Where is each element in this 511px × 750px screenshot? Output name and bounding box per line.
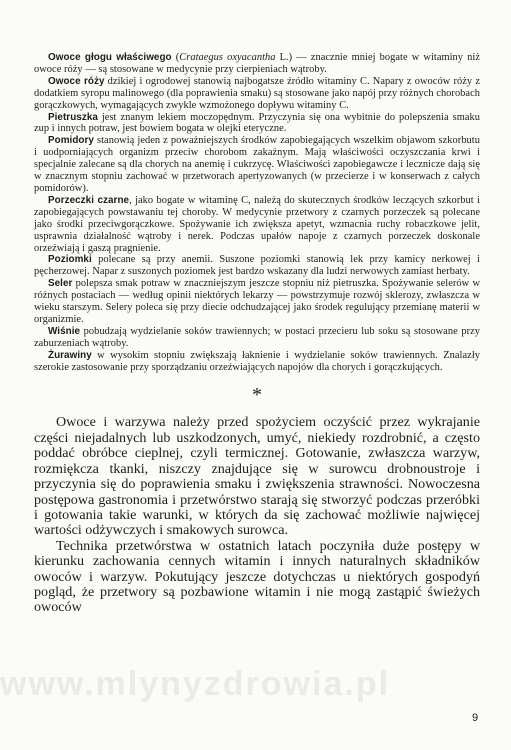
entry-text: polepsza smak potraw w znaczniejszym jeszcze stopniu niż pietruszka. Spożywanie selerów w różnych postaciach — według opinii niektórych lekarzy — powstrzymuje rozwój sklerozy, zwłaszcza w wieku starszym. Selery poleca się przy diecie odchudzającej jako środek regulujący przemianę materii w organizmie. xyxy=(34,278,480,325)
entry-latin-open: ( xyxy=(171,52,180,63)
watermark: www.mlynyzdrowia.pl xyxy=(0,665,391,703)
entry-parsley xyxy=(34,112,480,136)
entry-cranberries xyxy=(34,350,480,374)
entry-term: Żurawiny xyxy=(48,349,92,361)
entry-term: Owoce róży xyxy=(48,75,105,87)
entry-text: , jako bogate w witaminę C, należą do skutecznych środków leczących szkorbut i zapobiegających powstawaniu tej choroby. W medycynie przetwory z czarnych porzeczek są polecane jako środki przeciwgorączkowe. Spożywanie ich zwiększa apetyt, wzmacnia ruchy robaczkowe jelit, usprawnia działalność wątroby i nerek. Podczas upałów napoje z czarnych porzeczek doskonale orzeźwiają i gaszą pragnienie. xyxy=(34,194,480,254)
remedy-entries xyxy=(34,52,480,373)
entry-text: polecane są przy anemii. Suszone poziomki stanowią lek przy kamicy nerkowej i pęcherzowej. Napar z suszonych poziomek jest bardzo wskazany dla ludzi nerwowych zamiast herbaty. xyxy=(34,254,480,278)
entry-hawthorn xyxy=(34,52,480,76)
main-text xyxy=(34,415,480,615)
entry-rose-hips xyxy=(34,76,480,112)
entry-text: L.) — znacznie mniej bogate w witaminy niż owoce róży — są stosowane w medycynie przy cierpieniach wątroby. xyxy=(34,52,480,75)
entry-text: w wysokim stopniu zwiększają łaknienie i wydzielanie soków trawiennych. Znalazły szerokie zastosowanie przy sporządzaniu orzeźwiających napojów dla chorych i gorączkujących. xyxy=(34,349,480,373)
entry-term: Seler xyxy=(48,278,73,290)
entry-term: Porzeczki czarne xyxy=(48,194,130,206)
entry-term: Owoce głogu właściwego xyxy=(48,52,172,63)
page-content xyxy=(34,52,480,616)
section-separator: * xyxy=(252,384,262,407)
entry-tomatoes xyxy=(34,135,480,195)
entry-blackcurrants xyxy=(34,195,480,255)
entry-term: Poziomki xyxy=(48,254,92,266)
entry-term: Pietruszka xyxy=(48,111,98,123)
entry-latin-name: Crataegus oxyacantha xyxy=(179,52,276,63)
entry-text: stanowią jeden z poważniejszych środków zapobiegających wszelkim objawom szkorbutu i uodporniających organizm przeciw chorobom zakaźnym. Mają właściwości oczyszczania krwi i specjalnie zalecane są dla chorych na anemię i cukrzycę. Właściwości zapobiegawcze i lecznicze dają się w znacznym stopniu zachować w przetworach apertyzowanych (w przecierze i w konserwach z całych pomidorów). xyxy=(34,135,480,194)
entry-wild-strawberries xyxy=(34,254,480,278)
entry-text: jest znanym lekiem moczopędnym. Przyczynia się ona wybitnie do polepszenia smaku zup i innych potraw, jest bowiem bogata w olejki eteryczne. xyxy=(34,111,480,135)
entry-text: pobudzają wydzielanie soków trawiennych; w postaci przecieru lub soku są stosowane przy zaburzeniach wątroby. xyxy=(34,325,480,349)
paragraph: Technika przetwórstwa w ostatnich latach poczyniła duże postępy w kierunku zachowania cennych witamin i innych naturalnych składników owoców i warzyw. Pokutujący jeszcze dotychczas u niektórych gospodyń pogląd, że przetwory są pozbawione witamin i nie mogą zastąpić świeżych owoców xyxy=(34,537,480,616)
entry-term: Wiśnie xyxy=(48,325,81,337)
entry-celery xyxy=(34,278,480,326)
paragraph: Owoce i warzywa należy przed spożyciem oczyścić przez wykrajanie części niejadalnych lub uszkodzonych, umyć, niekiedy rozdrobnić, a często poddać obróbce cieplnej, czyli termicznej. Gotowanie, zwłaszcza warzyw, rozmiękcza tkanki, niszczy znajdujące się w surowcu drobnoustroje i przyczynia się do poprawienia smaku i zwiększenia strawności. Nowoczesna postępowa gastronomia i przetwórstwo starają się stworzyć podczas przeróbki i gotowania takie warunki, w których da się zachować możliwie najwięcej wartości odżywczych i smakowych surowca. xyxy=(34,414,480,539)
entry-text: dzikiej i ogrodowej stanowią najbogatsze źródło witaminy C. Napary z owoców róży z dodatkiem syropu malinowego (dla poprawienia smaku) są stosowane jako napój przy różnych chorobach gorączkowych, wymagających zwykle wzmożonego dopływu witaminy C. xyxy=(34,75,480,111)
entry-cherries xyxy=(34,326,480,350)
page-number: 9 xyxy=(472,712,479,724)
entry-term: Pomidory xyxy=(48,135,94,147)
